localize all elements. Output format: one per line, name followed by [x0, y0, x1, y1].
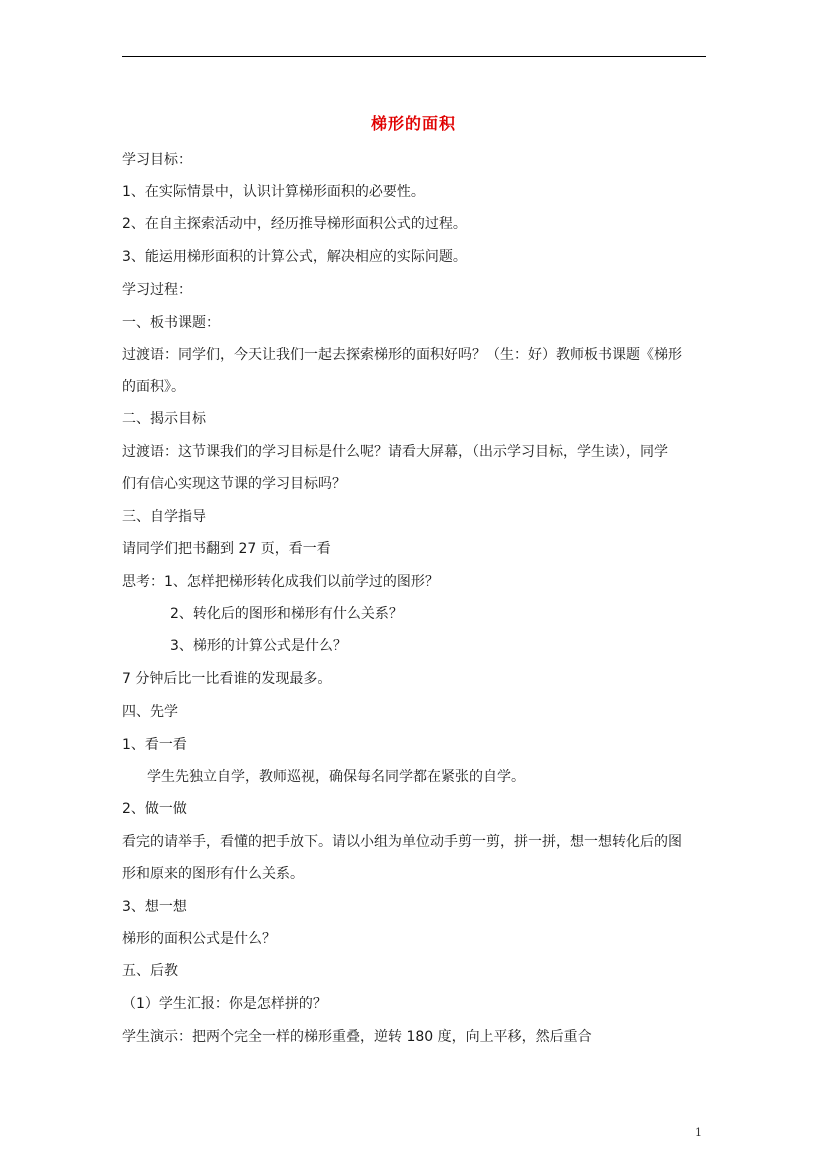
text-line: 3、想一想: [122, 899, 187, 915]
text-line: 学习目标：: [122, 152, 192, 168]
text-line: 一、板书课题：: [122, 315, 220, 331]
text-line: （1）学生汇报：你是怎样拼的？: [122, 996, 327, 1012]
text-line: 们有信心实现这节课的学习目标吗？: [122, 476, 346, 492]
text-line: 过渡语：这节课我们的学习目标是什么呢？请看大屏幕，（出示学习目标，学生读），同学: [122, 444, 668, 460]
text-line: 三、自学指导: [122, 509, 206, 525]
text-line: 请同学们把书翻到 27 页，看一看: [122, 541, 331, 557]
text-line: 的面积》。: [122, 379, 185, 395]
text-line: 2、转化后的图形和梯形有什么关系？: [170, 606, 403, 622]
header-rule: [122, 56, 706, 57]
text-line: 看完的请举手，看懂的把手放下。请以小组为单位动手剪一剪，拼一拼，想一想转化后的图: [122, 834, 682, 850]
text-line: 学习过程：: [122, 282, 192, 298]
document-title: 梯形的面积: [370, 114, 456, 133]
text-line: 二、揭示目标: [122, 411, 206, 427]
text-line: 1、在实际情景中，认识计算梯形面积的必要性。: [122, 184, 425, 200]
text-line: 学生先独立自学，教师巡视，确保每名同学都在紧张的自学。: [147, 769, 525, 785]
text-line: 1、看一看: [122, 737, 187, 753]
text-line: 7 分钟后比一比看谁的发现最多。: [122, 671, 332, 687]
page-number: 1: [695, 1126, 702, 1139]
text-line: 五、后教: [122, 963, 178, 979]
text-line: 四、先学: [122, 704, 178, 720]
text-line: 3、能运用梯形面积的计算公式，解决相应的实际问题。: [122, 249, 467, 265]
text-line: 3、梯形的计算公式是什么？: [170, 638, 347, 654]
text-line: 梯形的面积公式是什么？: [122, 931, 276, 947]
text-line: 形和原来的图形有什么关系。: [122, 866, 304, 882]
text-line: 过渡语：同学们，今天让我们一起去探索梯形的面积好吗？（生：好）教师板书课题《梯形: [122, 347, 682, 363]
text-line: 2、在自主探索活动中，经历推导梯形面积公式的过程。: [122, 216, 467, 232]
text-line: 2、做一做: [122, 801, 187, 817]
text-line: 学生演示：把两个完全一样的梯形重叠，逆转 180 度，向上平移，然后重合: [122, 1029, 592, 1045]
text-line: 思考：1、怎样把梯形转化成我们以前学过的图形？: [122, 574, 439, 590]
